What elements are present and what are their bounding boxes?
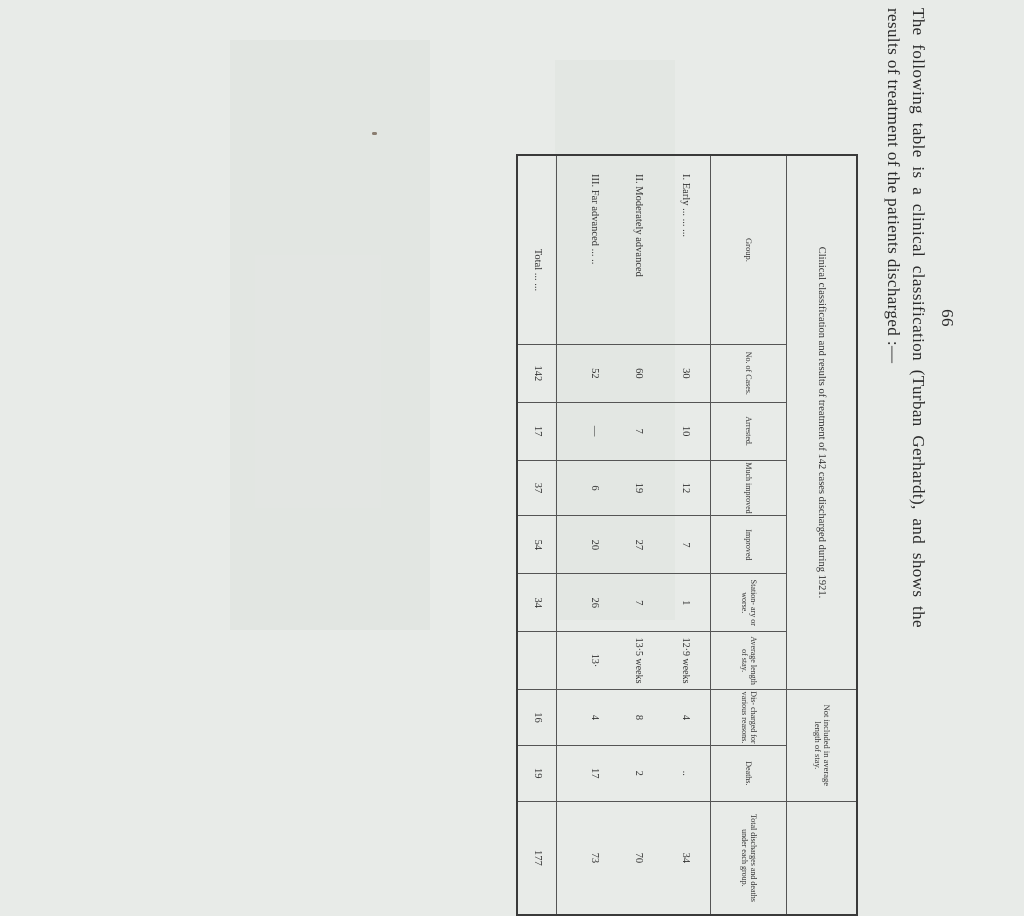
intro-block xyxy=(881,8,960,628)
cell-avg-stay: 12·9 weeks xyxy=(661,632,711,690)
cell-arrested: 7 xyxy=(617,402,661,460)
total-arrested: 17 xyxy=(517,402,557,460)
total-total: 177 xyxy=(517,801,557,915)
cell-discharged-other: 4 xyxy=(573,690,617,746)
spacer-cell xyxy=(557,516,573,574)
show-through-shadow xyxy=(230,40,430,630)
total-much-improved: 37 xyxy=(517,460,557,516)
table-row xyxy=(617,155,661,915)
page-number: 66 xyxy=(938,309,957,327)
spacer-cell xyxy=(557,344,573,402)
header-blank-cell xyxy=(787,801,857,915)
cell-much-improved: 19 xyxy=(617,460,661,516)
cell-discharged-other: 4 xyxy=(661,690,711,746)
column-header-avg-stay: Average length of stay. xyxy=(711,632,787,690)
total-deaths: 19 xyxy=(517,745,557,801)
cell-improved: 20 xyxy=(573,516,617,574)
spacer-cell xyxy=(557,155,573,344)
intro-paragraph: The following table is a clinical classification (Turban Gerhardt), and shows the results of treatment of the patients discharged :— xyxy=(884,8,928,628)
cell-group: II. Moderately advanced xyxy=(633,174,645,277)
not-included-header: Not included in average length of stay. xyxy=(787,690,857,802)
total-group: Total ... ... xyxy=(517,155,557,344)
cell-group: I. Early ... ... ... xyxy=(680,174,692,237)
column-header-group: Group. xyxy=(711,155,787,344)
cell-arrested: — xyxy=(573,402,617,460)
cell-cases: 60 xyxy=(617,344,661,402)
cell-arrested: 10 xyxy=(661,402,711,460)
cell-group: III. Far advanced ... .. xyxy=(589,174,601,265)
column-header-total: Total discharges and deaths under each group. xyxy=(711,801,787,915)
total-improved: 54 xyxy=(517,516,557,574)
cell-total: 70 xyxy=(617,801,661,915)
results-table xyxy=(516,154,858,916)
table-row xyxy=(661,155,711,915)
cell-avg-stay: 13· xyxy=(573,632,617,690)
cell-improved: 7 xyxy=(661,516,711,574)
column-header-deaths: Deaths. xyxy=(711,745,787,801)
column-header-stationary: Station- ary or worse. xyxy=(711,574,787,632)
total-stationary: 34 xyxy=(517,574,557,632)
cell-stationary: 7 xyxy=(617,574,661,632)
total-cases: 142 xyxy=(517,344,557,402)
spacer-cell xyxy=(557,460,573,516)
total-discharged-other: 16 xyxy=(517,690,557,746)
cell-total: 73 xyxy=(573,801,617,915)
spacer-cell xyxy=(557,745,573,801)
cell-deaths: 17 xyxy=(573,745,617,801)
cell-cases: 52 xyxy=(573,344,617,402)
column-header-improved: Improved xyxy=(711,516,787,574)
spacer-cell xyxy=(557,574,573,632)
cell-stationary: 26 xyxy=(573,574,617,632)
table-title: Clinical classification and results of treatment of 142 cases discharged during 1921. xyxy=(787,155,857,690)
cell-improved: 27 xyxy=(617,516,661,574)
column-header-cases: No. of Cases. xyxy=(711,344,787,402)
cell-total: 34 xyxy=(661,801,711,915)
total-avg-stay xyxy=(517,632,557,690)
cell-much-improved: 6 xyxy=(573,460,617,516)
spacer-cell xyxy=(557,632,573,690)
spacer-cell xyxy=(557,690,573,746)
column-header-discharged-other: Dis- charged for various reasons. xyxy=(711,690,787,746)
cell-stationary: 1 xyxy=(661,574,711,632)
column-header-much-improved: Much improved xyxy=(711,460,787,516)
results-table-wrapper xyxy=(526,154,858,916)
paper-speck xyxy=(372,132,377,135)
table-row xyxy=(573,155,617,915)
total-row xyxy=(517,155,557,915)
cell-avg-stay: 13·5 weeks xyxy=(617,632,661,690)
spacer-cell xyxy=(557,801,573,915)
cell-much-improved: 12 xyxy=(661,460,711,516)
cell-deaths: 2 xyxy=(617,745,661,801)
column-header-arrested: Arrested. xyxy=(711,402,787,460)
cell-deaths: .. xyxy=(661,745,711,801)
cell-cases: 30 xyxy=(661,344,711,402)
cell-discharged-other: 8 xyxy=(617,690,661,746)
spacer-cell xyxy=(557,402,573,460)
